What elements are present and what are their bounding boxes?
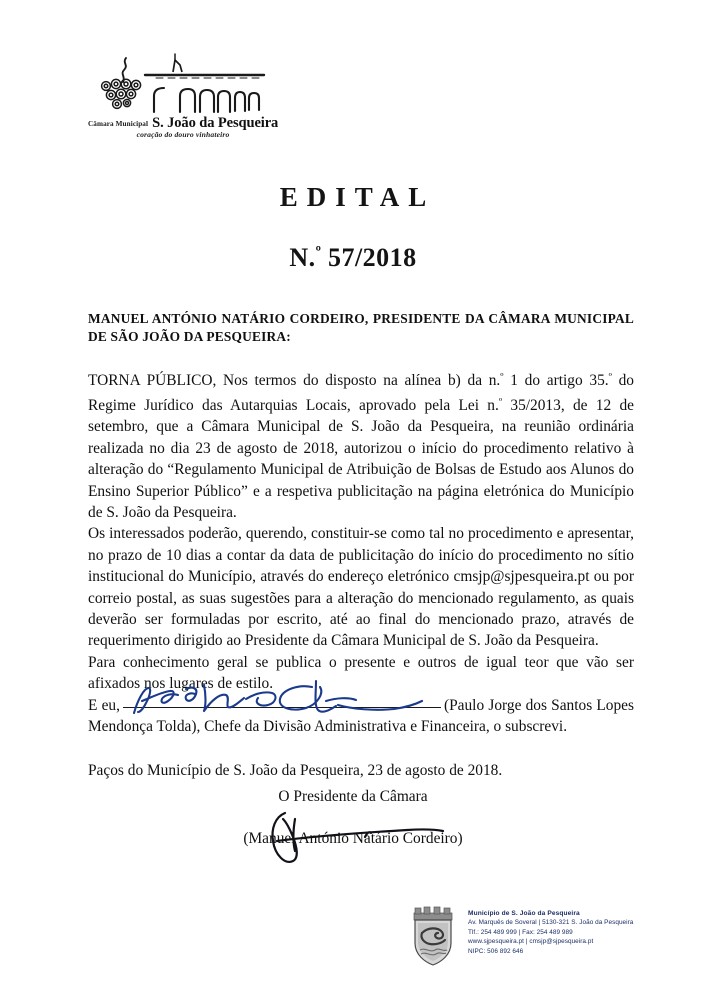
footer-nipc: NIPC: 506 892 646 [468,947,524,955]
paragraph-1-part-d: 35/2013, de 12 de setembro, que a Câmara Municipal de S. João da Pesqueira, na reunião ordinária realizada no dia 23 de agosto de 2018, autorizou o início do procedimento relativo à alteração do “Regulamento Municipal de Atribuição de Bolsas de Estudo aos Alunos do Ensino Superior Público” e a respetiva publicitação na página eletrónica do Município de S. João da Pesqueira. [88,396,634,521]
footer-contact-details [468,909,658,956]
closing-title: O Presidente da Câmara [278,788,428,805]
logo-prefix: Câmara Municipal [88,120,149,128]
document-footer [408,903,658,969]
footer-address: Av. Marquês de Soveral | 5130-321 S. João da Pesqueira [468,919,634,927]
ordinal-mark: º [498,396,503,408]
document-number-prefix: N. [289,243,316,272]
place-and-date: Paços do Município de S. João da Pesqueira, 23 de agosto de 2018. [88,762,503,780]
signature-line [123,707,441,708]
footer-web-email: www.sjpesqueira.pt | cmsjp@sjpesqueira.pt [468,938,594,946]
page-title: EDITAL [279,182,436,212]
signature-attribution-text: (Paulo Jorge dos Santos Lopes Mendonça Tolda), Chefe da Divisão Administrativa e Financeira, o subscrevi. [88,696,635,735]
paragraph-1-part-a: TORNA PÚBLICO, Nos termos do disposto na alínea b) da n. [88,372,501,390]
paragraph-2: Os interessados poderão, querendo, constituir-se como tal no procedimento e apresentar, no prazo de 10 dias a contar da data de publicitação do início do procedimento no sítio institucional do Município, através do endereço eletrónico cmsjp@sjpesqueira.pt ou por correio postal, as suas sugestões para a alteração do mencionado regulamento, as quais deverão ser formuladas por escrito, até ao final do mencionado prazo, através de requerimento dirigido ao Presidente da Câmara Municipal de S. João da Pesqueira. [88,525,634,650]
document-number-value: 57/2018 [320,243,417,272]
paragraph-3: Para conhecimento geral se publica o presente e outros de igual teor que vão ser afixados nos lugares de estilo. [88,653,634,693]
ordinal-mark: º [500,372,504,383]
closing-block [0,786,706,869]
document-number-ordinal: º [315,244,321,262]
paragraph-secretary-signature [88,695,634,738]
logo-tagline: coração do douro vinhateiro [136,130,230,139]
grapes-and-bridge-logo-icon [96,52,266,114]
paragraph-1-part-c: do Regime Jurídico das Autarquias Locais, aprovado pela Lei n. [88,372,634,414]
municipality-logo [88,52,278,150]
municipal-coat-of-arms-icon [408,905,458,967]
document-number [0,243,706,273]
footer-entity-name: Município de S. João da Pesqueira [468,910,580,917]
paragraph-1 [88,367,634,523]
addressee-heading: MANUEL ANTÓNIO NATÁRIO CORDEIRO, PRESIDENTE DA CÂMARA MUNICIPAL DE SÃO JOÃO DA PESQUEIRA: [88,311,634,344]
footer-phone-fax: Tlf.: 254 489 999 | Fax: 254 489 989 [468,928,573,936]
ordinal-mark: º [608,372,612,383]
logo-municipality-name: S. João da Pesqueira [152,115,279,131]
paragraph-1-part-b: 1 do artigo 35. [503,372,609,390]
signature-intro-text: E eu, [88,696,120,714]
document-body [88,310,634,782]
president-name: (Manuel António Natário Cordeiro) [243,830,463,847]
document-header [0,52,706,152]
